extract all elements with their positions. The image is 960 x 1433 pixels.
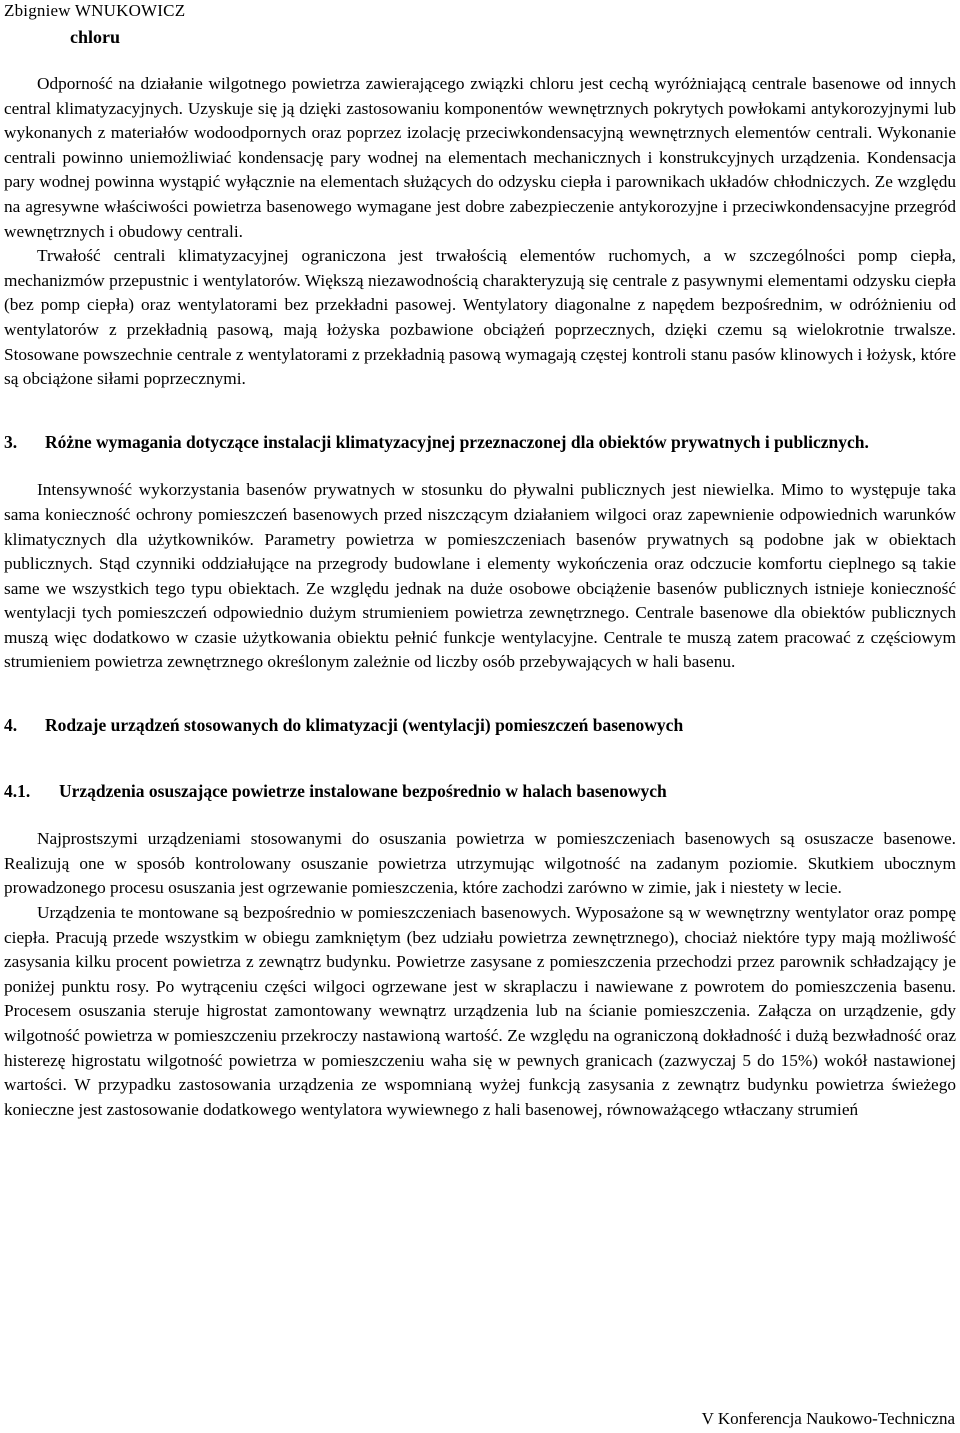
- body-paragraph: Trwałość centrali klimatyzacyjnej ograniczona jest trwałością elementów ruchomych, a w szczególności pomp ciepła, mechanizmów przepustnic i wentylatorów. Większą niezawodnością charakteryzują się centrale z pasywnymi elementami odzysku ciepła (bez pomp ciepła) oraz wentylatorami bez przekładni pasowej. Wentylatory diagonalne z napędem bezpośrednim, w odróżnieniu od wentylatorów z przekładnią pasową, mają łożyska pozbawione obciążeń poprzecznych, dzięki czemu są wielokrotnie trwalsze. Stosowane powszechnie centrale z wentylatorami z przekładnią pasową wymagają częstej kontroli stanu pasów klinowych i łożysk, które są obciążone siłami poprzecznymi.: [4, 246, 956, 389]
- spacer: [4, 392, 956, 430]
- spacer: [4, 454, 956, 478]
- spacer: [4, 738, 956, 779]
- running-footer-conference: V Konferencja Naukowo-Techniczna: [701, 1409, 955, 1428]
- body-paragraph: Odporność na działanie wilgotnego powietrza zawierającego związki chloru jest cechą wyróżniającą centrale basenowe od innych central klimatyzacyjnych. Uzyskuje się ją dzięki zastosowaniu komponentów wewnętrznych pokrytych powłokami antykorozyjnymi lub wykonanych z materiałów wodoodpornych oraz poprzez izolację przeciwkondensacyjną wewnętrznych elementów centrali. Wykonanie centrali powinno uniemożliwiać kondensację pary wodnej na elementach mechanicznych i konstrukcyjnych urządzenia. Kondensacja pary wodnej powinna wystąpić wyłącznie na elementach służących do odzysku ciepła i parownikach układów chłodniczych. Ze względu na agresywne właściwości powietrza basenowego wymagane jest dobre zabezpieczenie antykorozyjne i przeciwkondensacyjne przegród wewnętrznych i obudowy centrali.: [4, 74, 956, 241]
- running-header-author: Zbigniew WNUKOWICZ: [4, 1, 186, 20]
- section-title: Różne wymagania dotyczące instalacji klimatyzacyjnej przeznaczonej dla obiektów prywatnych i publicznych.: [45, 431, 869, 452]
- body-paragraph: Intensywność wykorzystania basenów prywatnych w stosunku do pływalni publicznych jest niewielka. Mimo to występuje taka sama konieczność ochrony pomieszczeń basenowych przed niszczącym działaniem wilgoci oraz zapewnienie odpowiednich warunków klimatycznych dla użytkowników. Parametry powietrza w pomieszczeniach basenów prywatnych są podobne jak w obiektach publicznych. Stąd czynniki oddziałujące na przegrody budowlane i elementy wykończenia oraz odczucie komfortu cieplnego są takie same we wszystkich tego typu obiektach. Ze względu jednak na duże osobowe obciążenie basenów publicznych istnieje konieczność wentylacji tych pomieszczeń odpowiednio dużym strumieniem powietrza zewnętrznego. Centrale basenowe dla obiektów publicznych muszą więc dodatkowo w czasie użytkowania obiektu pełnić funkcje wentylacyjne. Centrale te muszą zatem pracować z częściowym strumieniem powietrza zewnętrznego określonym zależnie od liczby osób przebywających w hali basenu.: [4, 480, 956, 672]
- section-title: Urządzenia osuszające powietrze instalowane bezpośrednio w halach basenowych: [59, 780, 667, 801]
- section-heading-4: [4, 713, 956, 738]
- section-title: Rodzaje urządzeń stosowanych do klimatyzacji (wentylacji) pomieszczeń basenowych: [45, 715, 684, 736]
- section-number: 4.: [4, 715, 18, 736]
- body-paragraph: Najprostszymi urządzeniami stosowanymi do osuszania powietrza w pomieszczeniach basenowych są osuszacze basenowe. Realizują one w sposób kontrolowany osuszanie powietrza utrzymując wilgotność na zadanym poziomie. Skutkiem ubocznym prowadzonego procesu osuszania jest ogrzewanie pomieszczenia, które zachodzi zarówno w zimie, jak i niestety w lecie.: [4, 829, 956, 898]
- section-heading-3: [4, 430, 956, 455]
- section-heading-4-1: [4, 779, 956, 804]
- page-content: [4, 72, 956, 1122]
- body-paragraph: Urządzenia te montowane są bezpośrednio w pomieszczeniach basenowych. Wyposażone są w wewnętrzny wentylator oraz pompę ciepła. Pracują przede wszystkim w obiegu zamkniętym (bez udziału powietrza zewnętrznego), chociaż niektóre typy mają możliwość zasysania kilku procent powietrza z zewnątrz budynku. Powietrze zasysane z pomieszczenia przechodzi przez parownik schładzający je poniżej punktu rosy. Po wytrąceniu części wilgoci ogrzewane jest w skraplaczu i nawiewane z powrotem do pomieszczenia basenu. Procesem osuszania steruje higrostat zamontowany wewnątrz urządzenia lub na ścianie pomieszczenia. Załącza on urządzenie, gdy wilgotność powietrza w pomieszczeniu przekroczy nastawioną wartość. Ze względu na ograniczoną dokładność i dużą bezwładność oraz histerezę higrostatu wilgotność powietrza w pomieszczeniu waha się w pewnych granicach (zazwyczaj 5 do 15%) wokół nastawionej wartości. W przypadku zastosowania urządzenia ze wspomnianą wyżej funkcją zasysania z zewnątrz budynku powietrza świeżego konieczne jest zastosowanie dodatkowego wentylatora wywiewnego z hali basenowej, równoważącego wtłaczany strumień: [4, 903, 956, 1119]
- continued-heading-fragment: chloru: [70, 27, 121, 47]
- section-number: 3.: [4, 431, 18, 452]
- spacer: [4, 675, 956, 713]
- spacer: [4, 803, 956, 827]
- section-number: 4.1.: [4, 780, 31, 801]
